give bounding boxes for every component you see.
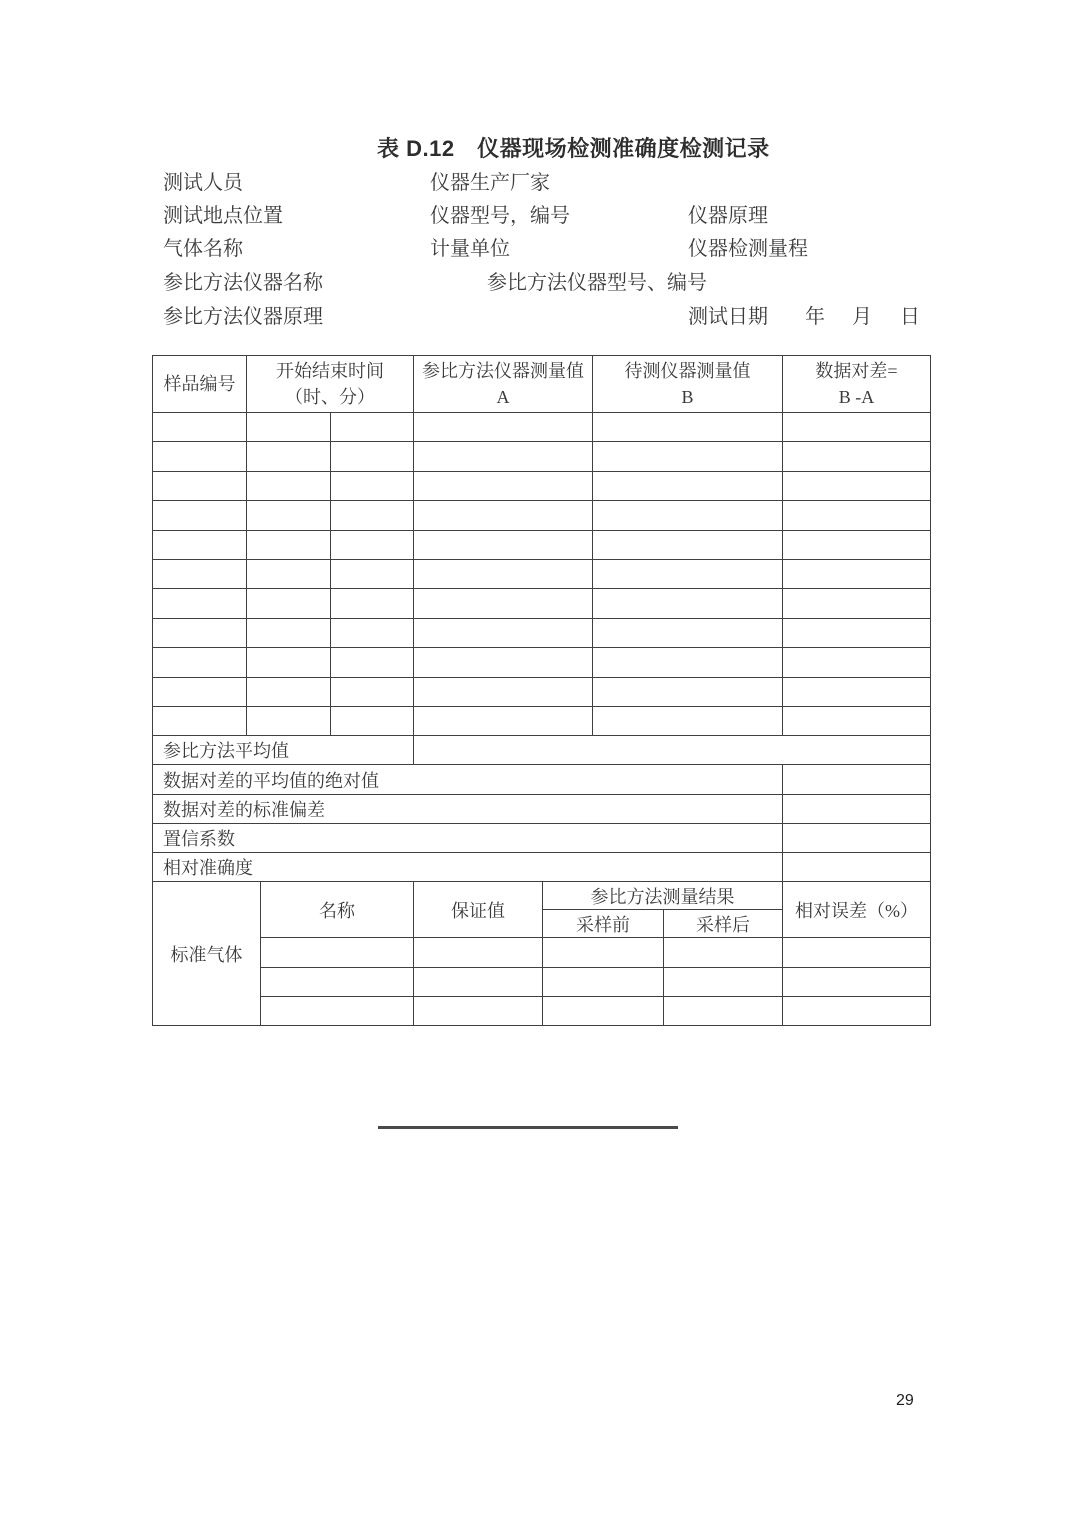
- ref-value-cell: [414, 442, 593, 471]
- col-header-ref-value-a: [414, 356, 593, 413]
- time-end-cell: [331, 618, 414, 647]
- standard-gas-section: [153, 882, 931, 1026]
- month-label: 月: [852, 306, 872, 328]
- gas-name-cell: [261, 938, 414, 967]
- ref-value-cell: [414, 618, 593, 647]
- time-end-cell: [331, 413, 414, 442]
- col-header-time: [247, 356, 414, 413]
- table-row: [153, 559, 931, 588]
- measure-unit-label: 计量单位: [430, 238, 510, 260]
- guaranteed-value-cell: [414, 938, 543, 967]
- guaranteed-value-cell: [414, 967, 543, 996]
- ref-method-result-header-cell: 参比方法测量结果: [543, 882, 783, 910]
- relative-accuracy-label-cell: 相对准确度: [153, 853, 783, 882]
- relative-error-cell: [783, 938, 931, 967]
- dut-value-cell: [593, 589, 783, 618]
- after-sampling-cell: [664, 996, 783, 1025]
- time-end-cell: [331, 530, 414, 559]
- std-deviation-value-cell: [783, 794, 931, 823]
- col-header-time-line2: （时、分）: [285, 387, 375, 407]
- ref-value-cell: [414, 413, 593, 442]
- test-date-label: 测试日期: [688, 306, 768, 328]
- table-row: [153, 413, 931, 442]
- diff-value-cell: [783, 648, 931, 677]
- table-row: [153, 706, 931, 735]
- accuracy-record-table: [152, 355, 931, 882]
- time-start-cell: [247, 589, 331, 618]
- time-start-cell: [247, 471, 331, 500]
- diff-value-cell: [783, 442, 931, 471]
- table-row: [153, 677, 931, 706]
- dut-value-cell: [593, 501, 783, 530]
- after-sampling-header-cell: 采样后: [664, 910, 783, 938]
- std-gas-row: [153, 996, 931, 1025]
- ref-instrument-model-serial-label: 参比方法仪器型号、编号: [487, 272, 707, 294]
- sample-id-cell: [153, 618, 247, 647]
- time-end-cell: [331, 471, 414, 500]
- time-start-cell: [247, 530, 331, 559]
- ref-average-value-cell: [414, 736, 931, 765]
- guaranteed-value-header-cell: 保证值: [414, 882, 543, 938]
- ref-instrument-name-label: 参比方法仪器名称: [163, 272, 323, 294]
- relative-error-cell: [783, 967, 931, 996]
- test-location-label: 测试地点位置: [163, 205, 283, 227]
- ref-average-label-cell: 参比方法平均值: [153, 736, 414, 765]
- detection-range-label: 仪器检测量程: [688, 238, 808, 260]
- page-number: 29: [896, 1392, 914, 1409]
- relative-error-cell: [783, 996, 931, 1025]
- diff-value-cell: [783, 501, 931, 530]
- ref-value-cell: [414, 706, 593, 735]
- sample-id-cell: [153, 589, 247, 618]
- col-header-dut-line2: B: [681, 387, 694, 407]
- sample-id-cell: [153, 413, 247, 442]
- sample-id-cell: [153, 677, 247, 706]
- dut-value-cell: [593, 648, 783, 677]
- relative-accuracy-row: [153, 853, 931, 882]
- diff-value-cell: [783, 706, 931, 735]
- time-start-cell: [247, 648, 331, 677]
- summary-section: [153, 736, 931, 882]
- sample-id-cell: [153, 648, 247, 677]
- time-end-cell: [331, 648, 414, 677]
- dut-value-cell: [593, 677, 783, 706]
- relative-accuracy-value-cell: [783, 853, 931, 882]
- sample-id-cell: [153, 559, 247, 588]
- gas-name-cell: [261, 967, 414, 996]
- ref-value-cell: [414, 559, 593, 588]
- confidence-coefficient-row: [153, 823, 931, 852]
- time-end-cell: [331, 442, 414, 471]
- signature-line: [378, 1126, 678, 1129]
- day-label: 日: [900, 306, 920, 328]
- col-header-diff-line1: 数据对差=: [815, 361, 898, 381]
- time-end-cell: [331, 559, 414, 588]
- after-sampling-cell: [664, 967, 783, 996]
- before-sampling-cell: [543, 938, 664, 967]
- before-sampling-cell: [543, 967, 664, 996]
- instrument-model-serial-label: 仪器型号，编号: [430, 205, 570, 227]
- std-gas-header-row1: [153, 882, 931, 910]
- dut-value-cell: [593, 413, 783, 442]
- table-row: [153, 589, 931, 618]
- col-header-sample-id-text: 样品编号: [163, 374, 236, 394]
- col-header-time-line1: 开始结束时间: [276, 361, 384, 381]
- col-header-dut-value-b: [593, 356, 783, 413]
- dut-value-cell: [593, 530, 783, 559]
- guaranteed-value-cell: [414, 996, 543, 1025]
- relative-error-header-cell: 相对误差（%）: [783, 882, 931, 938]
- time-start-cell: [247, 559, 331, 588]
- confidence-coefficient-label-cell: 置信系数: [153, 823, 783, 852]
- col-header-data-diff: [783, 356, 931, 413]
- time-start-cell: [247, 706, 331, 735]
- dut-value-cell: [593, 471, 783, 500]
- std-deviation-label-cell: 数据对差的标准偏差: [153, 794, 783, 823]
- col-header-diff-line2: B -A: [838, 387, 875, 407]
- col-header-dut-line1: 待测仪器测量值: [624, 361, 751, 381]
- before-sampling-cell: [543, 996, 664, 1025]
- diff-value-cell: [783, 677, 931, 706]
- sample-id-cell: [153, 442, 247, 471]
- dut-value-cell: [593, 559, 783, 588]
- tester-label: 测试人员: [163, 172, 243, 194]
- std-deviation-row: [153, 794, 931, 823]
- diff-value-cell: [783, 559, 931, 588]
- col-header-ref-line1: 参比方法仪器测量值: [422, 361, 584, 381]
- ref-value-cell: [414, 589, 593, 618]
- before-sampling-header-cell: 采样前: [543, 910, 664, 938]
- time-end-cell: [331, 677, 414, 706]
- dut-value-cell: [593, 618, 783, 647]
- table-row: [153, 648, 931, 677]
- abs-mean-diff-value-cell: [783, 765, 931, 794]
- dut-value-cell: [593, 706, 783, 735]
- ref-value-cell: [414, 648, 593, 677]
- instrument-principle-label: 仪器原理: [688, 205, 768, 227]
- sample-id-cell: [153, 471, 247, 500]
- std-gas-row: [153, 967, 931, 996]
- sample-rows-section: [153, 413, 931, 736]
- gas-name-header-cell: 名称: [261, 882, 414, 938]
- dut-value-cell: [593, 442, 783, 471]
- time-end-cell: [331, 706, 414, 735]
- tables-container: [152, 355, 930, 1026]
- abs-mean-diff-label-cell: 数据对差的平均值的绝对值: [153, 765, 783, 794]
- ref-instrument-principle-label: 参比方法仪器原理: [163, 306, 323, 328]
- diff-value-cell: [783, 530, 931, 559]
- year-label: 年: [805, 306, 825, 328]
- diff-value-cell: [783, 589, 931, 618]
- header-row: [153, 356, 931, 413]
- table-row: [153, 530, 931, 559]
- page-title: 表 D.12 仪器现场检测准确度检测记录: [377, 136, 770, 161]
- table-row: [153, 471, 931, 500]
- time-start-cell: [247, 677, 331, 706]
- ref-value-cell: [414, 501, 593, 530]
- ref-value-cell: [414, 677, 593, 706]
- standard-gas-label-cell: 标准气体: [153, 882, 261, 1026]
- col-header-ref-line2: A: [496, 387, 510, 407]
- ref-value-cell: [414, 471, 593, 500]
- ref-value-cell: [414, 530, 593, 559]
- sample-id-cell: [153, 706, 247, 735]
- gas-name-cell: [261, 996, 414, 1025]
- time-end-cell: [331, 589, 414, 618]
- col-header-sample-id: [153, 356, 247, 413]
- time-start-cell: [247, 413, 331, 442]
- time-start-cell: [247, 442, 331, 471]
- diff-value-cell: [783, 618, 931, 647]
- time-start-cell: [247, 618, 331, 647]
- ref-average-row: [153, 736, 931, 765]
- abs-mean-diff-row: [153, 765, 931, 794]
- manufacturer-label: 仪器生产厂家: [430, 172, 550, 194]
- gas-name-label: 气体名称: [163, 238, 243, 260]
- confidence-coefficient-value-cell: [783, 823, 931, 852]
- sample-id-cell: [153, 501, 247, 530]
- sample-id-cell: [153, 530, 247, 559]
- diff-value-cell: [783, 471, 931, 500]
- time-end-cell: [331, 501, 414, 530]
- diff-value-cell: [783, 413, 931, 442]
- std-gas-row: [153, 938, 931, 967]
- after-sampling-cell: [664, 938, 783, 967]
- table-row: [153, 618, 931, 647]
- standard-gas-table: [152, 881, 931, 1026]
- table-row: [153, 442, 931, 471]
- time-start-cell: [247, 501, 331, 530]
- table-row: [153, 501, 931, 530]
